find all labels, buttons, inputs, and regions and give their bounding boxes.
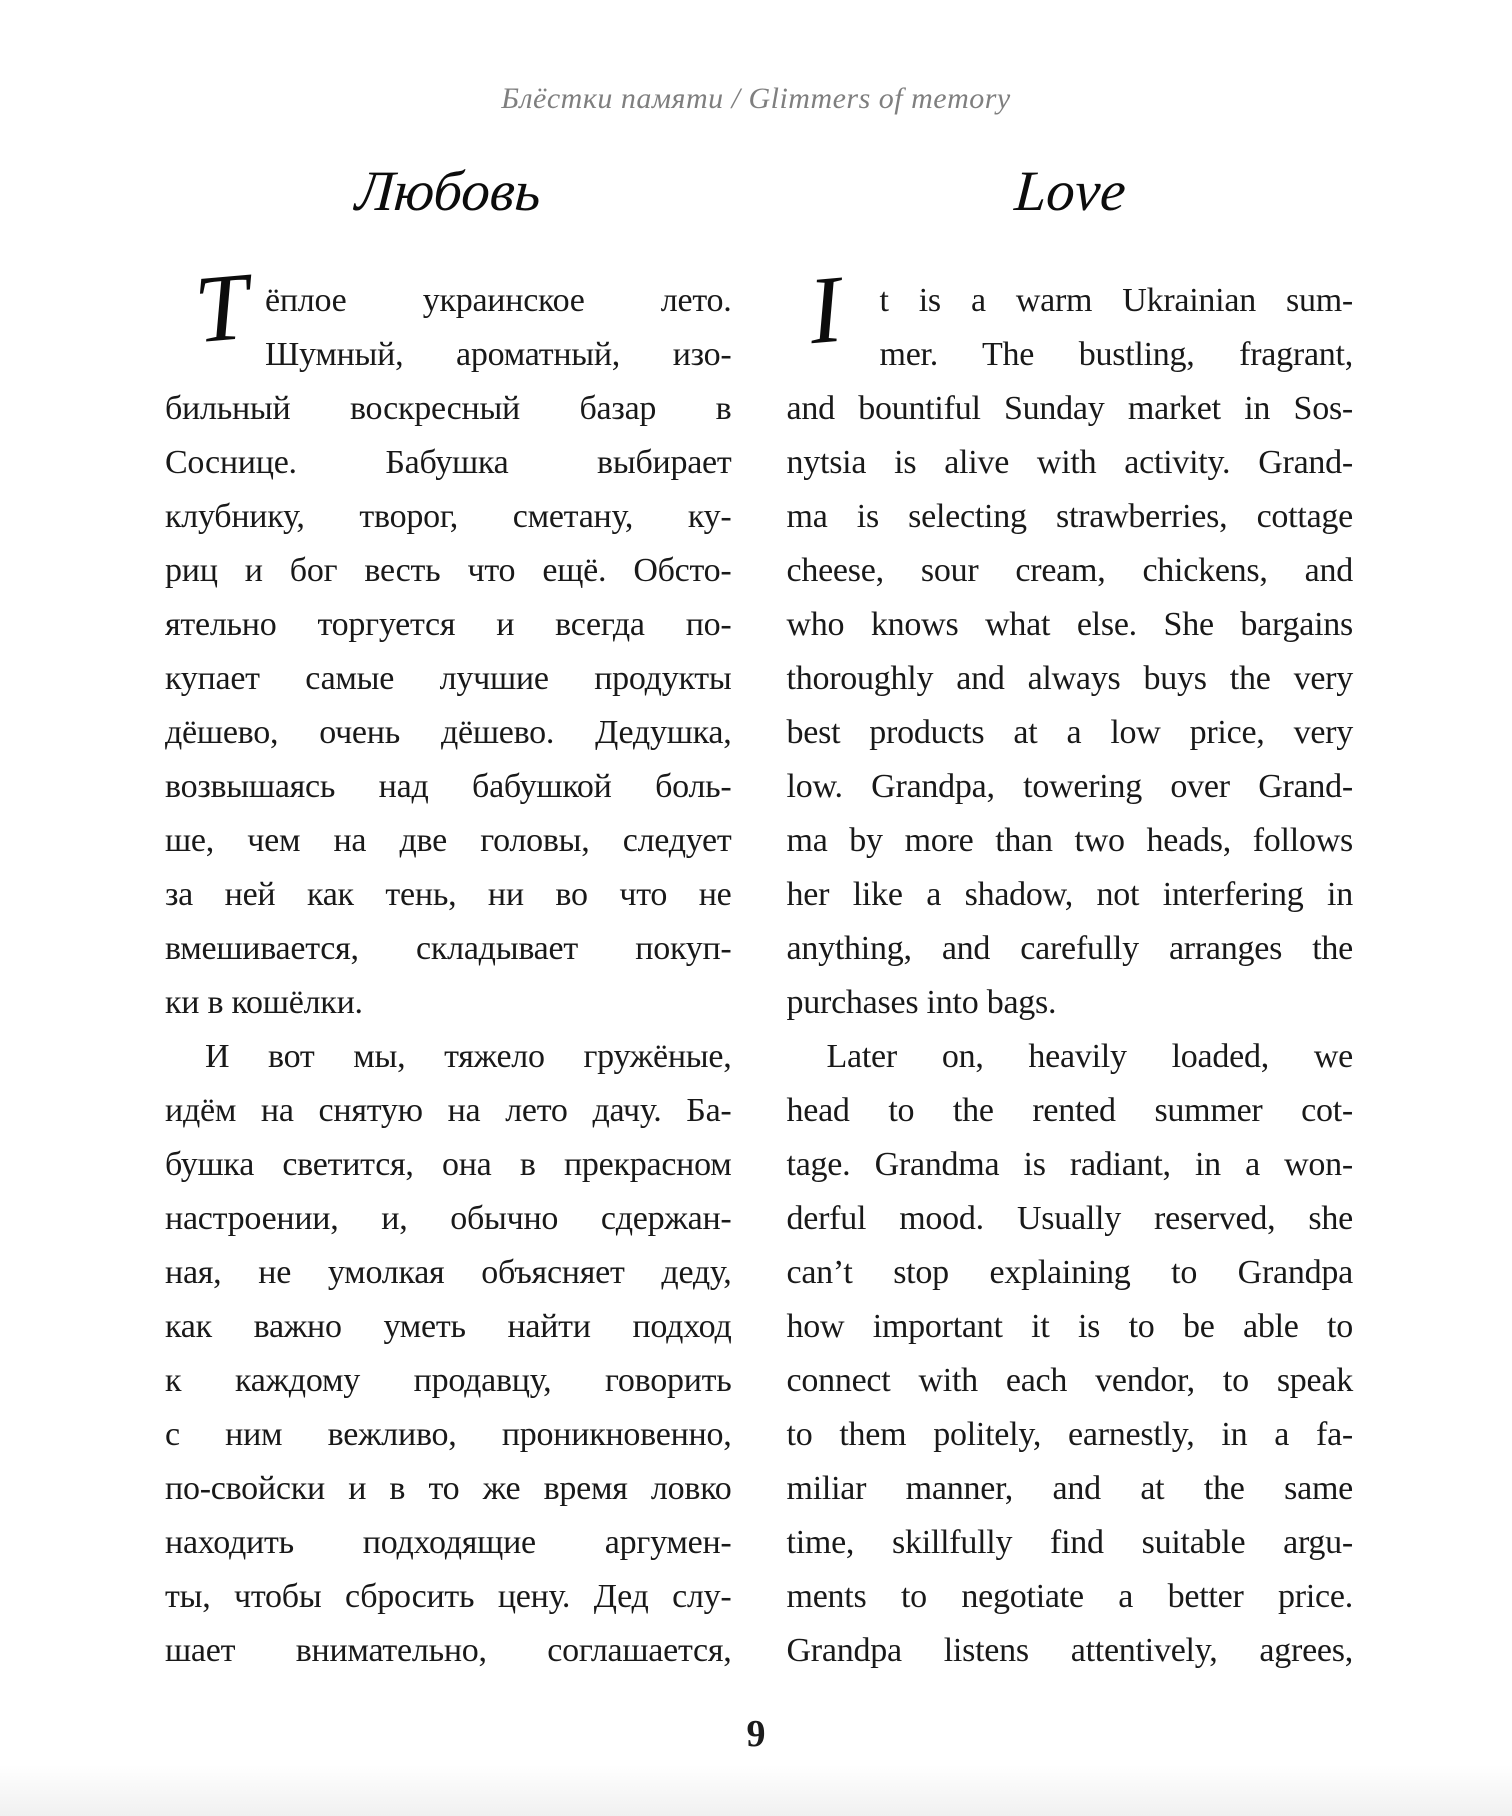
text-line: ёплое украинское лето. [265, 282, 732, 319]
text-line: ты, чтобы сбросить цену. Дед слу- [165, 1578, 732, 1615]
paragraph [165, 251, 732, 1030]
paragraph [165, 1030, 732, 1678]
text-line: ma by more than two heads, follows [786, 822, 1353, 859]
chapter-titles-row [165, 160, 1353, 224]
text-line: and bountiful Sunday market in Sos- [786, 390, 1353, 427]
text-line: Соснице. Бабушка выбирает [165, 444, 732, 481]
english-text-column [786, 254, 1354, 1678]
text-line: за ней как тень, ни во что не [165, 876, 732, 913]
text-line: mer. The bustling, fragrant, [879, 336, 1353, 373]
text-line: ше, чем на две головы, следует [165, 822, 732, 859]
text-line: Later on, heavily loaded, we [826, 1038, 1353, 1075]
text-line: клубнику, творог, сметану, ку- [165, 498, 732, 535]
page-number: 9 [746, 1713, 766, 1755]
text-line: nytsia is alive with activity. Grand- [786, 444, 1353, 481]
text-line: возвышаясь над бабушкой боль- [165, 768, 732, 805]
chapter-title-english: Love [1012, 160, 1128, 223]
text-line: бильный воскресный базар в [165, 390, 732, 427]
text-line: cheese, sour cream, chickens, and [786, 552, 1353, 589]
paragraph-lines [787, 274, 1354, 1030]
text-line: вмешивается, складывает покуп- [165, 930, 732, 967]
text-line: how important it is to be able to [786, 1308, 1353, 1345]
text-line: ma is selecting strawberries, cottage [786, 498, 1353, 535]
text-line: her like a shadow, not interfering in [786, 876, 1353, 913]
text-line: бушка светится, она в прекрасном [165, 1146, 732, 1183]
text-line: находить подходящие аргумен- [165, 1524, 732, 1561]
text-line: И вот мы, тяжело гружёные, [205, 1038, 732, 1075]
text-line: купает самые лучшие продукты [165, 660, 732, 697]
text-line: to them politely, earnestly, in a fa- [786, 1416, 1353, 1453]
text-line: thoroughly and always buys the very [786, 660, 1353, 697]
russian-text-column [165, 251, 732, 1678]
dropcap-letter: I [803, 254, 846, 365]
text-line: who knows what else. She bargains [786, 606, 1353, 643]
text-line: miliar manner, and at the same [786, 1470, 1353, 1507]
text-line: как важно уметь найти подход [165, 1308, 732, 1345]
paragraph-lines [165, 274, 732, 1030]
text-line: к каждому продавцу, говорить [165, 1362, 732, 1399]
text-line: can’t stop explaining to Grandpa [786, 1254, 1353, 1291]
dropcap-letter: Т [190, 251, 253, 364]
text-line: идём на снятую на лето дачу. Ба- [165, 1092, 732, 1129]
paragraph [786, 254, 1354, 1030]
text-line: шает внимательно, соглашается, [165, 1632, 732, 1669]
text-line: connect with each vendor, to speak [786, 1362, 1353, 1399]
text-line: дёшево, очень дёшево. Дедушка, [165, 714, 732, 751]
text-line: по-свойски и в то же время ловко [165, 1470, 732, 1507]
text-line: Grandpa listens attentively, agrees, [786, 1632, 1353, 1669]
text-line: ная, не умолкая объясняет деду, [165, 1254, 732, 1291]
text-line: ments to negotiate a better price. [786, 1578, 1353, 1615]
page-bottom-shadow [0, 1764, 1512, 1816]
text-line: derful mood. Usually reserved, she [786, 1200, 1353, 1237]
paragraph-lines [787, 1030, 1354, 1678]
text-line: anything, and carefully arranges the [786, 930, 1353, 967]
text-line: настроении, и, обычно сдержан- [165, 1200, 732, 1237]
text-line: риц и бог весть что ещё. Обсто- [165, 552, 732, 589]
chapter-title-russian: Любовь [353, 160, 544, 223]
text-line: head to the rented summer cot- [786, 1092, 1353, 1129]
text-line: ки в кошёлки. [165, 984, 363, 1021]
running-header: Блёстки памяти / Glimmers of memory [501, 82, 1011, 115]
paragraph [787, 1030, 1354, 1678]
text-columns [165, 251, 1353, 1678]
text-line: ятельно торгуется и всегда по- [165, 606, 732, 643]
text-line: Шумный, ароматный, изо- [265, 336, 732, 373]
text-line: purchases into bags. [786, 984, 1057, 1021]
text-line: с ним вежливо, проникновенно, [165, 1416, 732, 1453]
text-line: t is a warm Ukrainian sum- [879, 282, 1353, 319]
text-line: low. Grandpa, towering over Grand- [786, 768, 1353, 805]
paragraph-lines [165, 1030, 732, 1678]
text-line: tage. Grandma is radiant, in a won- [786, 1146, 1353, 1183]
text-line: best products at a low price, very [786, 714, 1353, 751]
text-line: time, skillfully find suitable argu- [786, 1524, 1353, 1561]
